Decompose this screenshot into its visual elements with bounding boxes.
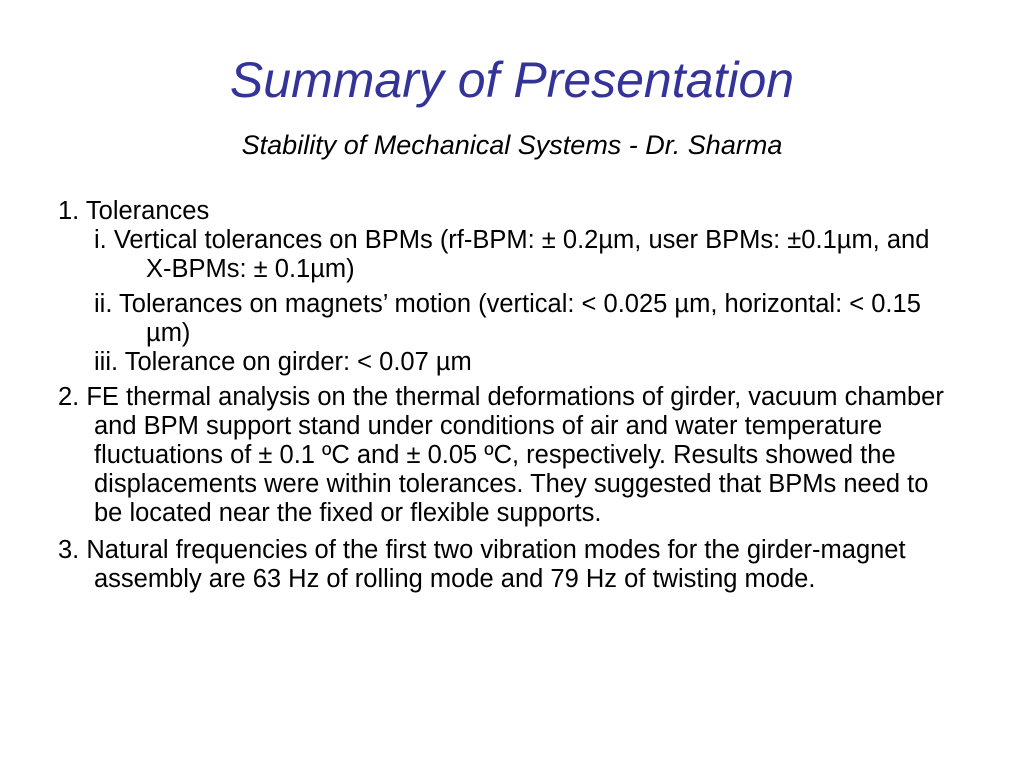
list-subitem-girder-tolerance: iii. Tolerance on girder: < 0.07 µm xyxy=(94,348,472,376)
slide-body xyxy=(58,197,958,594)
list-item-natural-frequencies: 3. Natural frequencies of the first two vibration modes for the girder-magnet assembly are 63 Hz of rolling mode and 79 Hz of twisting mode. xyxy=(58,536,906,593)
slide-subtitle: Stability of Mechanical Systems - Dr. Sharma xyxy=(241,130,783,160)
list-item-tolerances: 1. Tolerances xyxy=(58,197,210,225)
list-subitem-magnet-motion: ii. Tolerances on magnets’ motion (vertical: < 0.025 µm, horizontal: < 0.15 µm) xyxy=(94,290,921,347)
list-subitem-vertical-tolerances: i. Vertical tolerances on BPMs (rf-BPM: ± 0.2µm, user BPMs: ±0.1µm, and X-BPMs: ± 0.1µm) xyxy=(94,226,930,283)
list-item-fe-thermal-analysis: 2. FE thermal analysis on the thermal deformations of girder, vacuum chamber and BPM support stand under conditions of air and water temperature fluctuations of ± 0.1 ºC and ± 0.05 ºC, respectively. Results showed the displacements were within tolerances. They suggested that BPMs need to be located near the fixed or flexible supports. xyxy=(58,383,944,527)
slide-title: Summary of Presentation xyxy=(229,52,795,108)
